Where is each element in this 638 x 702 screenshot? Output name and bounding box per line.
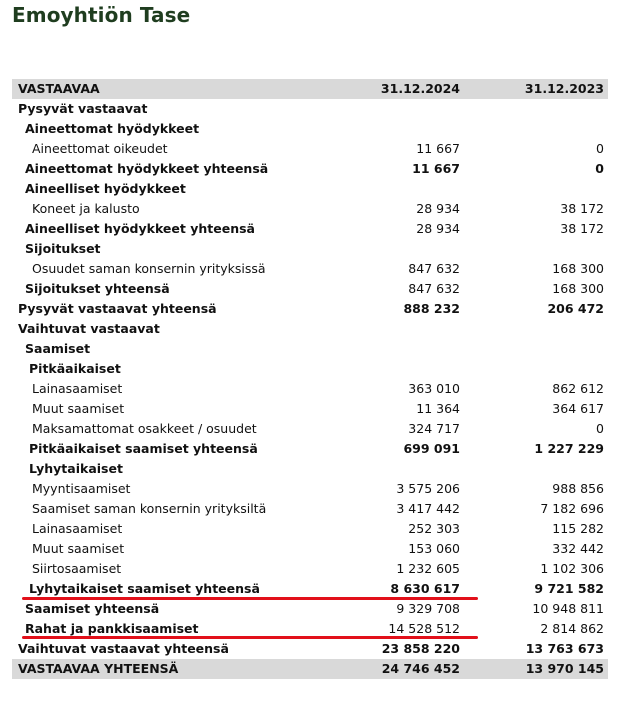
row-label: Sijoitukset — [25, 241, 101, 256]
row-value-2023: 0 — [595, 161, 604, 176]
table-row — [12, 519, 608, 539]
table-row — [12, 479, 608, 499]
row-label: Lyhytaikaiset — [29, 461, 123, 476]
table-row — [12, 299, 608, 319]
row-label: Pitkäaikaiset — [29, 361, 121, 376]
row-value-2023: 862 612 — [552, 381, 604, 396]
row-label: Sijoitukset yhteensä — [25, 281, 170, 296]
row-value-2023: 38 172 — [560, 201, 604, 216]
table-row — [12, 559, 608, 579]
row-label: Saamiset yhteensä — [25, 601, 160, 616]
table-row — [12, 379, 608, 399]
table-row — [12, 139, 608, 159]
row-value-2024: 363 010 — [408, 381, 460, 396]
table-row — [12, 459, 608, 479]
row-value-2023: 364 617 — [552, 401, 604, 416]
header-label: VASTAAVAA — [18, 81, 100, 96]
total-value-2024: 24 746 452 — [381, 661, 460, 676]
table-row — [12, 439, 608, 459]
table-row — [12, 119, 608, 139]
row-value-2024: 28 934 — [416, 201, 460, 216]
row-label: Koneet ja kalusto — [32, 201, 140, 216]
row-value-2024: 11 364 — [416, 401, 460, 416]
table-row — [12, 179, 608, 199]
red-underline-annotation — [22, 636, 478, 639]
table-row — [12, 219, 608, 239]
total-label: VASTAAVAA YHTEENSÄ — [18, 661, 179, 676]
row-label: Vaihtuvat vastaavat — [18, 321, 160, 336]
row-value-2023: 332 442 — [552, 541, 604, 556]
row-label: Muut saamiset — [32, 541, 125, 556]
table-row — [12, 359, 608, 379]
row-value-2023: 0 — [596, 421, 604, 436]
row-value-2023: 1 102 306 — [540, 561, 604, 576]
row-label: Pysyvät vastaavat yhteensä — [18, 301, 217, 316]
row-value-2024: 23 858 220 — [381, 641, 460, 656]
row-value-2024: 1 232 605 — [396, 561, 460, 576]
row-value-2024: 847 632 — [408, 281, 460, 296]
table-row — [12, 199, 608, 219]
row-value-2023: 115 282 — [552, 521, 604, 536]
table-row — [12, 279, 608, 299]
row-label: Osuudet saman konsernin yrityksissä — [32, 261, 266, 276]
row-label: Aineelliset hyödykkeet yhteensä — [25, 221, 255, 236]
table-row — [12, 99, 608, 119]
row-label: Aineettomat hyödykkeet — [25, 121, 200, 136]
table-header — [12, 79, 608, 99]
row-label: Pysyvät vastaavat — [18, 101, 148, 116]
row-label: Saamiset saman konsernin yrityksiltä — [32, 501, 267, 516]
row-value-2023: 168 300 — [552, 261, 604, 276]
row-value-2023: 168 300 — [552, 281, 604, 296]
row-label: Siirtosaamiset — [32, 561, 122, 576]
row-label: Lyhytaikaiset saamiset yhteensä — [29, 581, 260, 596]
row-value-2024: 11 667 — [416, 141, 460, 156]
row-label: Lainasaamiset — [32, 381, 123, 396]
row-value-2024: 3 417 442 — [396, 501, 460, 516]
table-total-row — [12, 659, 608, 679]
row-label: Rahat ja pankkisaamiset — [25, 621, 199, 636]
row-value-2023: 7 182 696 — [540, 501, 604, 516]
row-value-2023: 38 172 — [560, 221, 604, 236]
row-value-2024: 11 667 — [412, 161, 460, 176]
row-value-2023: 10 948 811 — [532, 601, 604, 616]
table-row — [12, 159, 608, 179]
table-row — [12, 319, 608, 339]
row-label: Myyntisaamiset — [32, 481, 131, 496]
row-label: Lainasaamiset — [32, 521, 123, 536]
table-row — [12, 599, 608, 619]
row-label: Maksamattomat osakkeet / osuudet — [32, 421, 257, 436]
row-value-2024: 3 575 206 — [396, 481, 460, 496]
table-row-highlighted — [12, 579, 608, 599]
table-row — [12, 419, 608, 439]
balance-sheet-table — [12, 79, 608, 679]
row-value-2024: 699 091 — [403, 441, 460, 456]
table-row — [12, 639, 608, 659]
row-value-2023: 0 — [596, 141, 604, 156]
row-value-2023: 9 721 582 — [534, 581, 604, 596]
row-value-2023: 988 856 — [552, 481, 604, 496]
row-value-2024: 8 630 617 — [390, 581, 460, 596]
row-label: Vaihtuvat vastaavat yhteensä — [18, 641, 229, 656]
row-label: Aineettomat hyödykkeet yhteensä — [25, 161, 269, 176]
row-value-2024: 847 632 — [408, 261, 460, 276]
row-label: Aineettomat oikeudet — [32, 141, 168, 156]
page-title: Emoyhtiön Tase — [12, 3, 191, 27]
row-value-2024: 14 528 512 — [388, 621, 460, 636]
table-row — [12, 339, 608, 359]
total-value-2023: 13 970 145 — [525, 661, 604, 676]
row-value-2024: 324 717 — [408, 421, 460, 436]
row-value-2023: 2 814 862 — [540, 621, 604, 636]
row-value-2024: 9 329 708 — [396, 601, 460, 616]
table-row — [12, 239, 608, 259]
row-label: Aineelliset hyödykkeet — [25, 181, 186, 196]
row-value-2023: 13 763 673 — [525, 641, 604, 656]
row-value-2024: 28 934 — [416, 221, 460, 236]
header-col-2024: 31.12.2024 — [380, 81, 460, 96]
row-value-2023: 206 472 — [547, 301, 604, 316]
row-label: Saamiset — [25, 341, 91, 356]
row-value-2023: 1 227 229 — [534, 441, 604, 456]
row-value-2024: 153 060 — [408, 541, 460, 556]
red-underline-annotation — [22, 597, 478, 600]
table-row — [12, 399, 608, 419]
row-value-2024: 252 303 — [408, 521, 460, 536]
row-label: Pitkäaikaiset saamiset yhteensä — [29, 441, 258, 456]
table-row — [12, 499, 608, 519]
row-value-2024: 888 232 — [403, 301, 460, 316]
table-row — [12, 539, 608, 559]
header-col-2023: 31.12.2023 — [524, 81, 604, 96]
row-label: Muut saamiset — [32, 401, 125, 416]
table-row — [12, 259, 608, 279]
